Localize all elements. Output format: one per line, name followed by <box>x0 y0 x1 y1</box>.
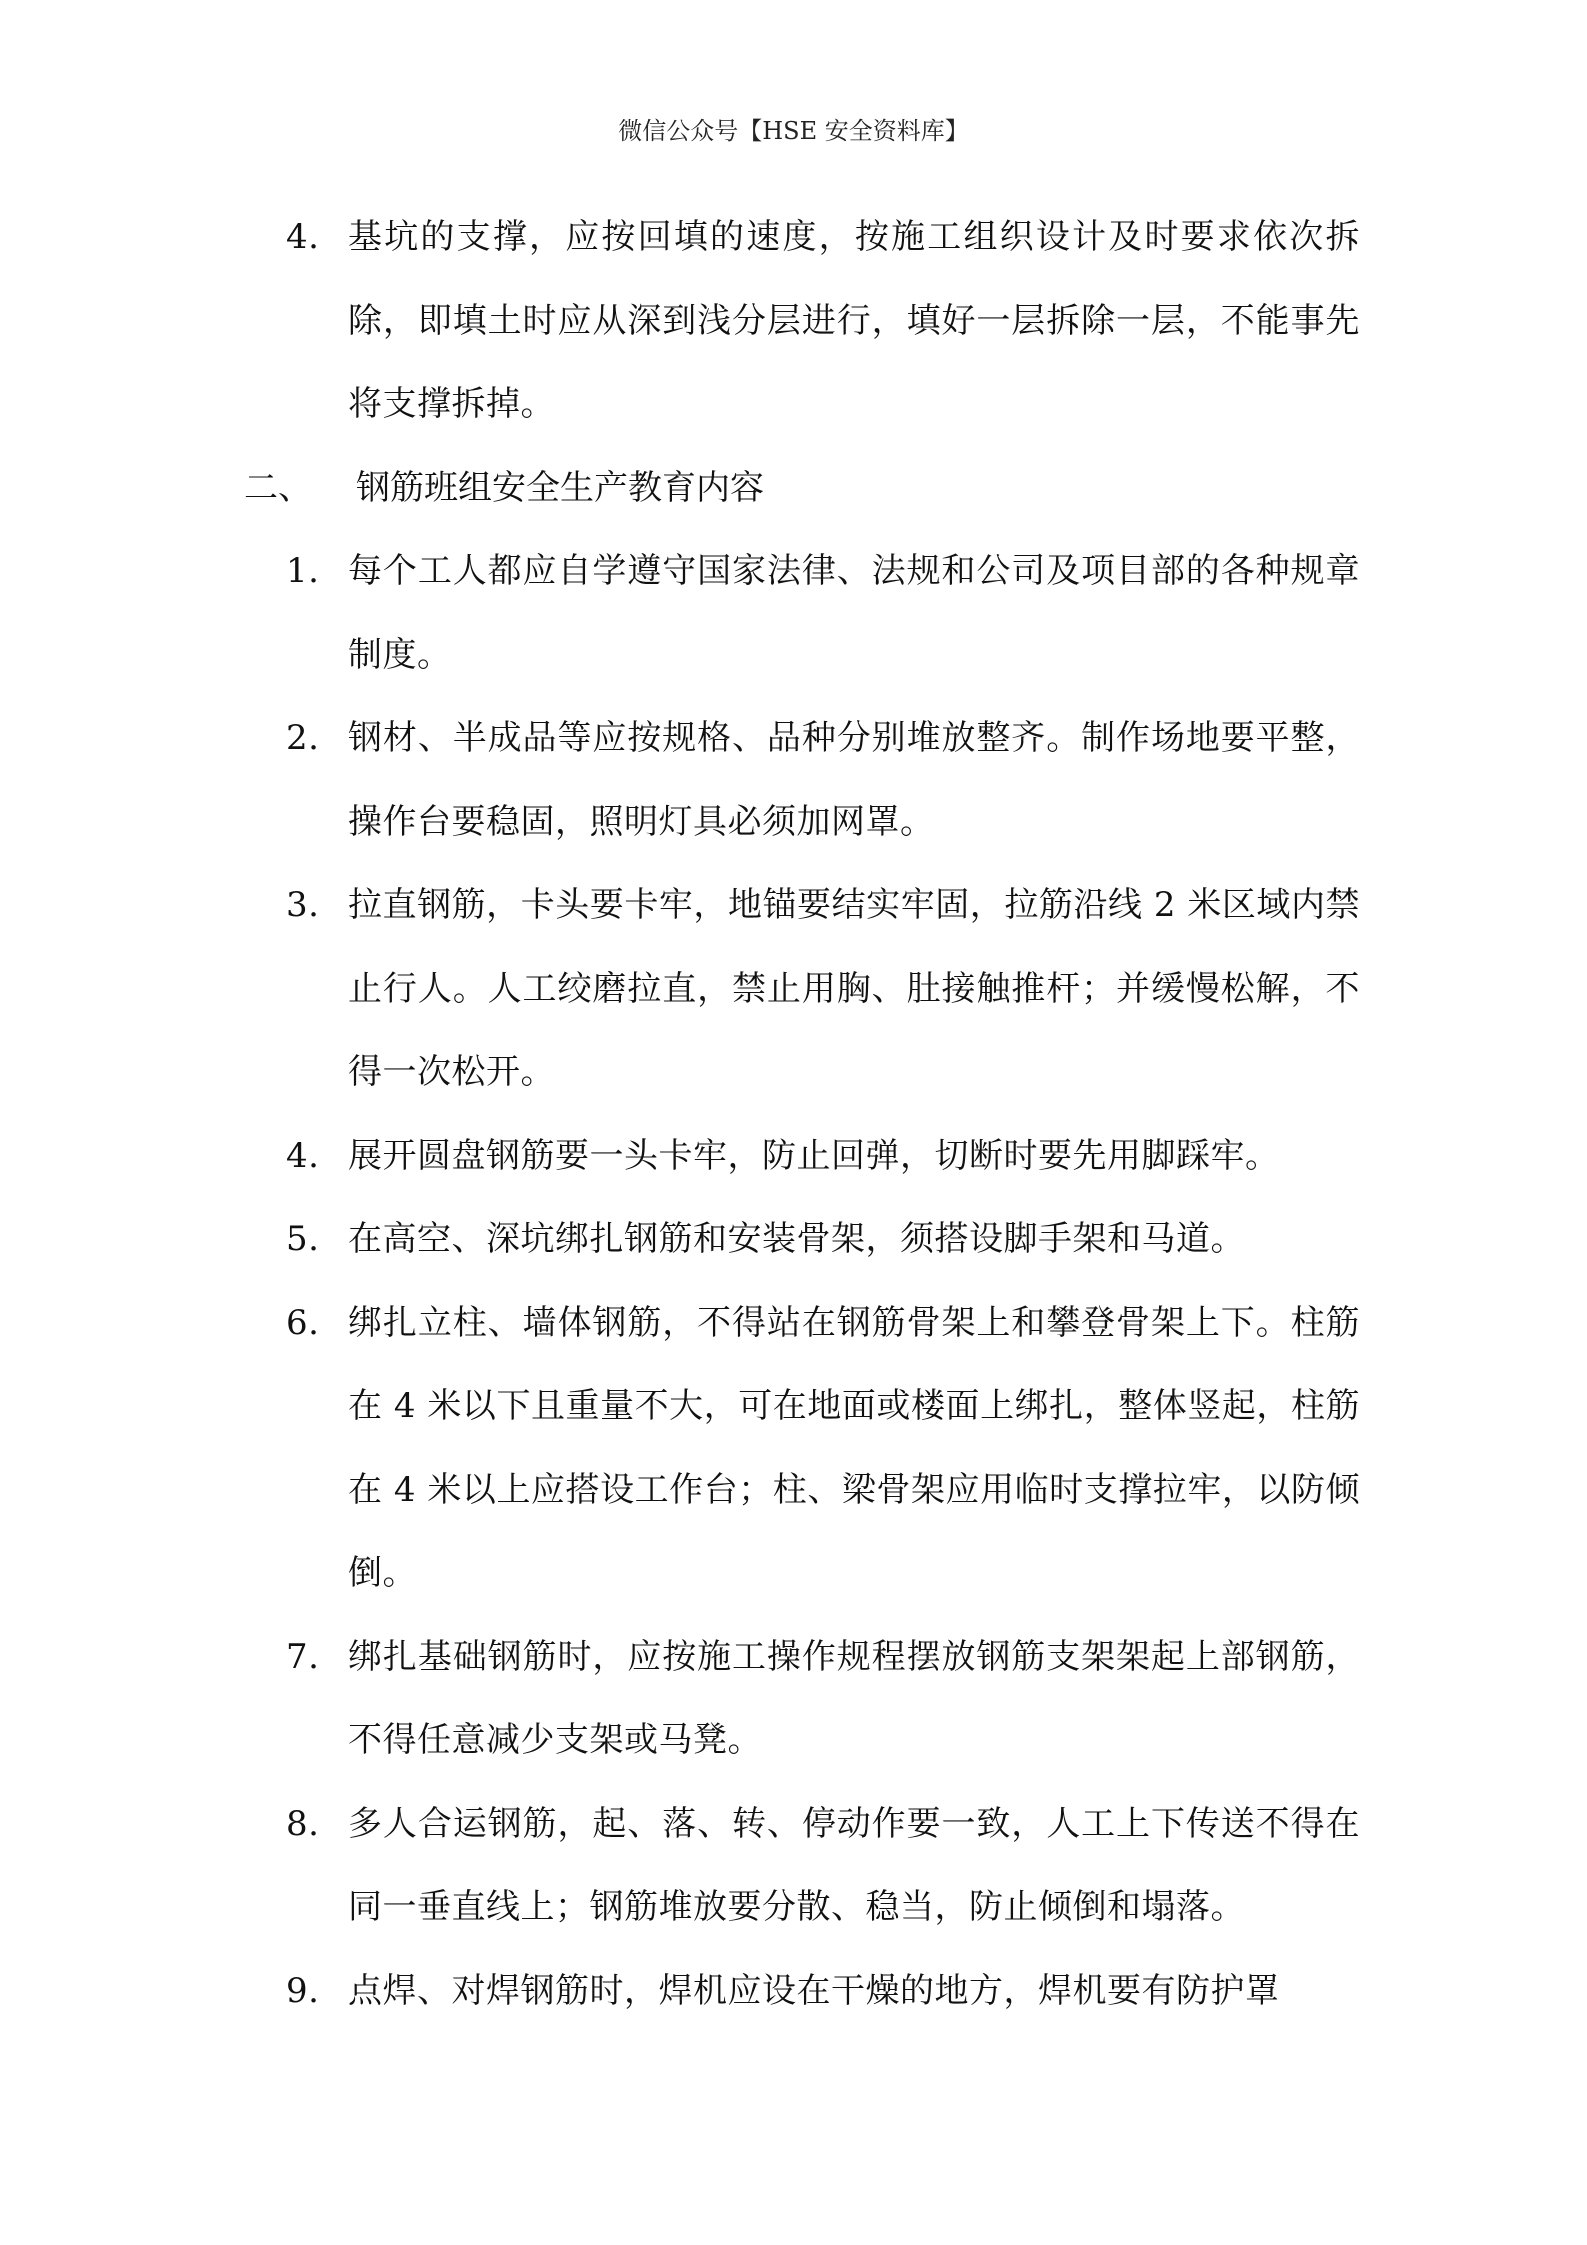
item-number: 8. <box>286 1803 320 1844</box>
item-text: 每个工人都应自学遵守国家法律、法规和公司及项目部的各种规章制度。 <box>348 551 1360 675</box>
item-number: 2. <box>286 718 320 758</box>
item-number: 5. <box>286 1219 320 1259</box>
item-text: 基坑的支撑，应按回填的速度，按施工组织设计及时要求依次拆除，即填土时应从深到浅分层进行，填好一层拆除一层，不能事先将支撑拆掉。 <box>348 217 1360 424</box>
item-text: 多人合运钢筋，起、落、转、停动作要一致，人工上下传送不得在同一垂直线上；钢筋堆放要分散、稳当，防止倾倒和塌落。 <box>348 1803 1360 1927</box>
list-item <box>0 864 1360 1115</box>
list-item <box>0 1950 1360 2034</box>
item-text: 点焊、对焊钢筋时，焊机应设在干燥的地方，焊机要有防护罩 <box>348 1970 1280 2011</box>
section-title: 钢筋班组安全生产教育内容 <box>356 467 764 508</box>
list-item <box>0 1783 1360 1950</box>
section-number: 二、 <box>244 467 312 508</box>
item-number: 6. <box>286 1302 320 1343</box>
list-item <box>0 196 1360 447</box>
item-number: 1. <box>286 551 320 591</box>
list-item <box>0 1282 1360 1616</box>
item-text: 展开圆盘钢筋要一头卡牢，防止回弹，切断时要先用脚踩牢。 <box>348 1135 1280 1176</box>
item-number: 4. <box>286 217 320 257</box>
list-item <box>0 1115 1360 1199</box>
item-text: 钢材、半成品等应按规格、品种分别堆放整齐。制作场地要平整，操作台要稳固，照明灯具必须加网罩。 <box>348 718 1360 842</box>
list-item <box>0 530 1360 697</box>
item-number: 3. <box>286 885 320 925</box>
list-item <box>0 1616 1360 1783</box>
item-number: 9. <box>286 1970 320 2011</box>
item-number: 4. <box>286 1135 320 1176</box>
list-item <box>0 697 1360 864</box>
page-header: 微信公众号【HSE 安全资料库】 <box>618 117 969 145</box>
item-number: 7. <box>286 1636 320 1677</box>
item-text: 绑扎立柱、墙体钢筋，不得站在钢筋骨架上和攀登骨架上下。柱筋在 4 米以下且重量不大，可在地面或楼面上绑扎，整体竖起，柱筋在 4 米以上应搭设工作台；柱、梁骨架应用临时支撑拉牢，以防倾倒。 <box>348 1302 1360 1593</box>
item-text: 绑扎基础钢筋时，应按施工操作规程摆放钢筋支架架起上部钢筋，不得任意减少支架或马凳。 <box>348 1636 1360 1760</box>
item-text: 拉直钢筋，卡头要卡牢，地锚要结实牢固，拉筋沿线 2 米区域内禁止行人。人工绞磨拉直，禁止用胸、肚接触推杆；并缓慢松解，不得一次松开。 <box>348 885 1360 1092</box>
section-heading <box>0 447 1587 531</box>
list-item <box>0 1198 1360 1282</box>
item-text: 在高空、深坑绑扎钢筋和安装骨架，须搭设脚手架和马道。 <box>348 1219 1245 1259</box>
document-body <box>0 196 1587 2033</box>
